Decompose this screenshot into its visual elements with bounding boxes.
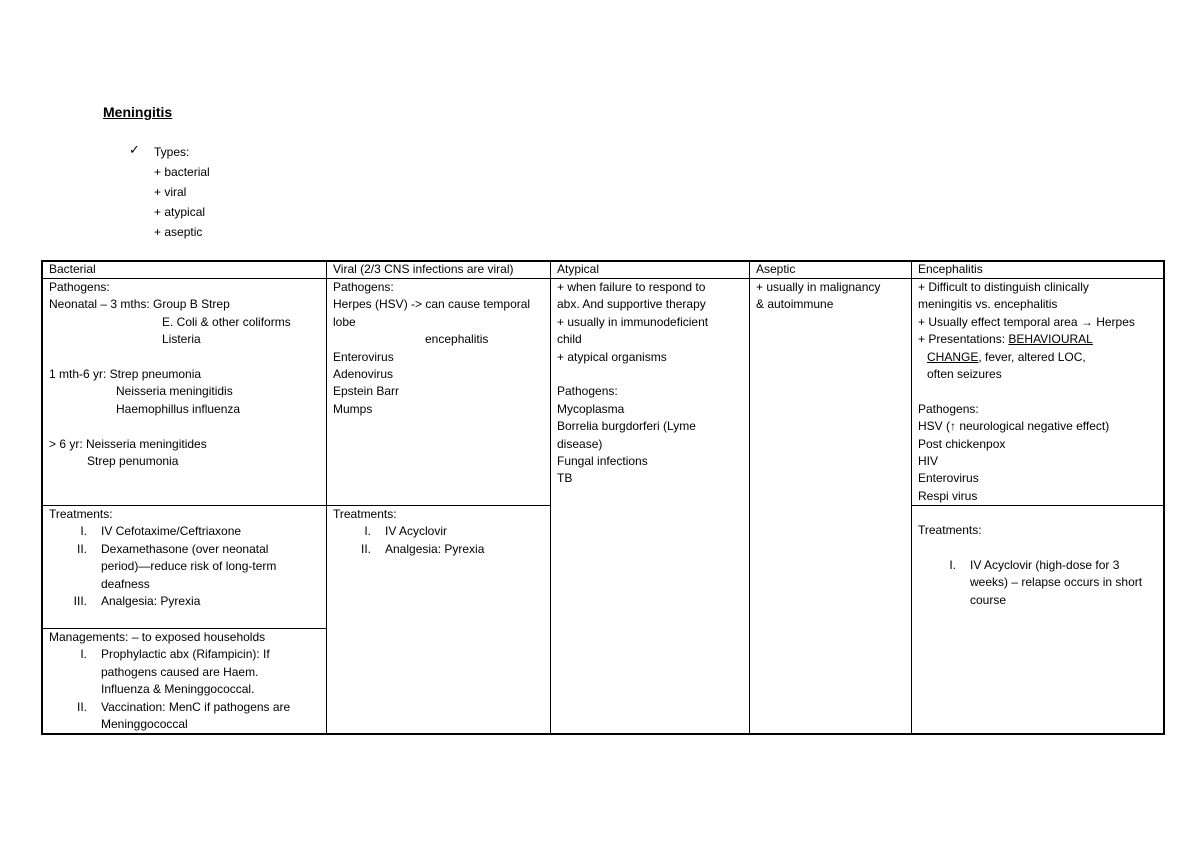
list-item: I. IV Acyclovir	[364, 524, 448, 539]
bacterial-pathogens	[43, 279, 326, 470]
text-line: > 6 yr: Neisseria meningitides	[49, 436, 207, 451]
text-line: Managements: – to exposed households	[49, 630, 266, 644]
text-line: Post chickenpox	[918, 436, 1006, 451]
text-line: + Presentations: BEHAVIOURAL	[918, 332, 1093, 347]
text-line: often seizures	[927, 367, 1002, 382]
text-line: + when failure to respond to	[557, 280, 706, 294]
text-line: E. Coli & other coliforms	[162, 314, 291, 329]
text-line: + usually in malignancy	[756, 280, 881, 294]
text-line: Enterovirus	[918, 471, 979, 486]
meningitis-table	[41, 260, 1165, 735]
text-line: TB	[557, 471, 573, 486]
text-line: 1 mth-6 yr: Strep pneumonia	[49, 367, 202, 382]
text-line: + Difficult to distinguish clinically	[918, 280, 1089, 294]
text-line: Enterovirus	[333, 349, 394, 364]
table-border-right	[1163, 260, 1165, 735]
list-item: I. IV Cefotaxime/Ceftriaxone	[80, 524, 242, 539]
list-item: I. IV Acyclovir (high-dose for 3 weeks) – relapse occurs in short course	[949, 557, 1143, 607]
text-line: Pathogens:	[49, 280, 110, 294]
text-line: & autoimmune	[756, 297, 834, 312]
header-viral: Viral (2/3 CNS infections are viral)	[333, 262, 514, 276]
type-item: + atypical	[154, 205, 206, 219]
bacterial-managements	[43, 629, 326, 733]
list-item: II. Analgesia: Pyrexia	[360, 541, 485, 556]
text-line: Mycoplasma	[557, 401, 625, 416]
text-line: Epstein Barr	[333, 384, 400, 399]
list-item: II. Dexamethasone (over neonatal period)—reduce risk of long-term deafness	[76, 541, 277, 591]
text-line: Neisseria meningitidis	[116, 384, 233, 399]
text-line: Respi virus	[918, 488, 978, 503]
page-title: Meningitis	[103, 104, 173, 120]
col-divider	[749, 260, 750, 735]
bacterial-treatments	[43, 506, 326, 610]
aseptic-content	[750, 279, 911, 314]
viral-pathogens	[327, 279, 550, 418]
text-line: Neonatal – 3 mths: Group B Strep	[49, 297, 230, 312]
text-line: Treatments:	[918, 523, 982, 537]
text-line: HIV	[918, 454, 939, 469]
text-line: Treatments:	[49, 507, 113, 521]
header-atypical: Atypical	[557, 262, 600, 276]
encephalitis-treatments	[912, 522, 1163, 609]
text-line: Borrelia burgdorferi (Lyme	[557, 419, 696, 434]
text-line: meningitis vs. encephalitis	[918, 297, 1058, 312]
encephalitis-content	[912, 279, 1163, 505]
text-line: Herpes (HSV) -> can cause temporal	[333, 297, 531, 312]
text-line: Pathogens:	[557, 384, 618, 399]
list-item: III. Analgesia: Pyrexia	[73, 594, 201, 609]
viral-treatments	[327, 506, 550, 558]
text-line: abx. And supportive therapy	[557, 297, 706, 312]
text-line: Strep penumonia	[87, 454, 179, 469]
text-line: Pathogens:	[333, 280, 394, 294]
list-item: I. Prophylactic abx (Rifampicin): If pathogens caused are Haem. Influenza & Meninggococcal.	[80, 647, 270, 697]
text-line: Fungal infections	[557, 454, 648, 469]
header-encephalitis: Encephalitis	[918, 262, 983, 276]
text-line: HSV (↑ neurological negative effect)	[918, 419, 1110, 434]
header-bacterial: Bacterial	[49, 262, 96, 276]
header-aseptic: Aseptic	[756, 262, 796, 276]
types-heading: Types:	[154, 145, 190, 159]
text-line: Adenovirus	[333, 367, 394, 382]
atypical-content	[551, 279, 749, 488]
text-line: CHANGE, fever, altered LOC,	[927, 349, 1086, 364]
text-line: encephalitis	[425, 332, 489, 347]
text-line: child	[557, 332, 582, 347]
text-line: Mumps	[333, 401, 373, 416]
checkmark-icon: ✓	[129, 142, 140, 157]
text-line: Pathogens:	[918, 401, 979, 416]
text-line: Listeria	[162, 332, 201, 347]
text-line: + Usually effect temporal area → Herpes	[918, 314, 1135, 329]
text-line: + atypical organisms	[557, 349, 667, 364]
text-line: Treatments:	[333, 507, 397, 521]
types-list	[154, 142, 210, 242]
type-item: + viral	[154, 185, 187, 199]
type-item: + aseptic	[154, 225, 203, 239]
text-line: lobe	[333, 314, 356, 329]
type-item: + bacterial	[154, 165, 210, 179]
text-line: + usually in immunodeficient	[557, 314, 709, 329]
list-item: II. Vaccination: MenC if pathogens are Meninggococcal	[76, 699, 291, 732]
text-line: Haemophillus influenza	[116, 401, 241, 416]
text-line: disease)	[557, 436, 603, 451]
